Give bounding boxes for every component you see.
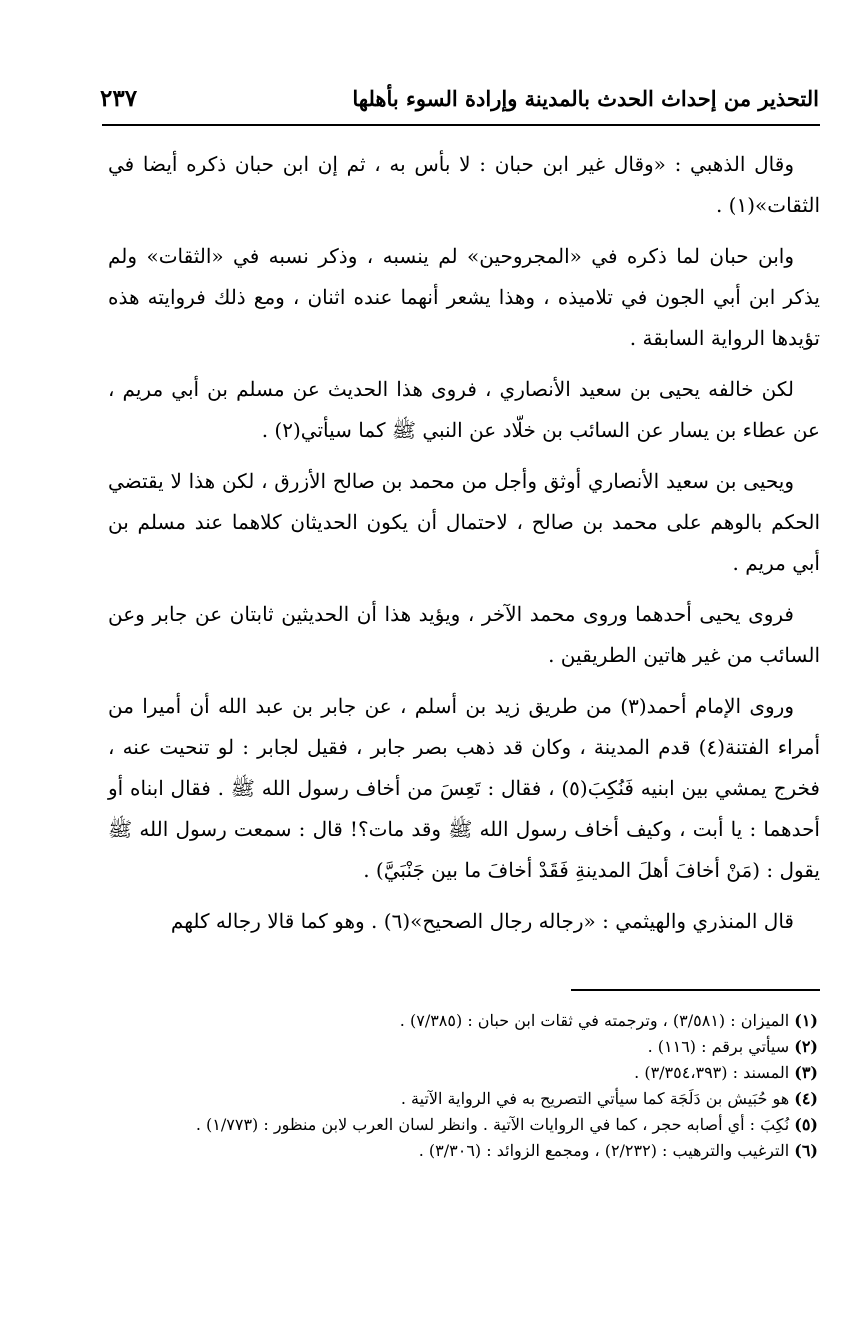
footnote-number: (٦) bbox=[794, 1141, 818, 1160]
footnote-text: الميزان : (٣/٥٨١) ، وترجمته في ثقات ابن حبان : (٧/٣٨٥) . bbox=[399, 1011, 790, 1030]
paragraph-4: ويحيى بن سعيد الأنصاري أوثق وأجل من محمد بن صالح الأزرق ، لكن هذا لا يقتضي الحكم بالوهم على محمد بن صالح ، لاحتمال أن يكون الحديثان كلاهما عند مسلم بن أبي مريم . bbox=[108, 469, 820, 575]
paragraph-1: وقال الذهبي : «وقال غير ابن حبان : لا بأس به ، ثم إن ابن حبان ذكره أيضا في الثقات»(١) . bbox=[108, 152, 820, 217]
paragraph-7: قال المنذري والهيثمي : «رجاله رجال الصحيح»(٦) . وهو كما قالا رجاله كلهم bbox=[170, 909, 794, 933]
footnote-1 bbox=[100, 1008, 818, 1034]
footnote-3 bbox=[100, 1060, 818, 1086]
main-text bbox=[108, 144, 820, 952]
running-header bbox=[100, 78, 819, 118]
footnote-text: نُكِبَ : أي أصابه حجر ، كما في الروايات الآتية . وانظر لسان العرب لابن منظور : (١/٧٧٣) . bbox=[195, 1115, 790, 1134]
footnote-text: هو حُبَيش بن دَلَجَة كما سيأتي التصريح به في الرواية الآتية . bbox=[400, 1089, 790, 1108]
footnote-number: (٤) bbox=[794, 1089, 818, 1108]
footnote-number: (٥) bbox=[794, 1115, 818, 1134]
footnote-text: المسند : (٣/٣٥٤،٣٩٣) . bbox=[634, 1063, 790, 1082]
paragraph-5: فروى يحيى أحدهما وروى محمد الآخر ، ويؤيد هذا أن الحديثين ثابتان عن جابر وعن السائب من غير هاتين الطريقين . bbox=[108, 602, 820, 667]
footnote-divider bbox=[571, 989, 820, 991]
paragraph-2: وابن حبان لما ذكره في «المجروحين» لم ينسبه ، وذكر نسبه في «الثقات» ولم يذكر ابن أبي الجون في تلاميذه ، وهذا يشعر أنهما عنده اثنان ، ومع ذلك فروايته هذه تؤيدها الرواية السابقة . bbox=[108, 244, 820, 350]
header-divider bbox=[102, 124, 820, 126]
paragraph-3: لكن خالفه يحيى بن سعيد الأنصاري ، فروى هذا الحديث عن مسلم بن أبي مريم ، عن عطاء بن يسار عن السائب بن خلّاد عن النبي ﷺ كما سيأتي(٢) . bbox=[108, 377, 820, 442]
footnote-text: الترغيب والترهيب : (٢/٢٣٢) ، ومجمع الزوائد : (٣/٣٠٦) . bbox=[418, 1141, 790, 1160]
footnote-number: (٢) bbox=[794, 1037, 818, 1056]
footnote-number: (١) bbox=[794, 1011, 818, 1030]
footnotes bbox=[100, 1008, 818, 1164]
footnote-6 bbox=[100, 1138, 818, 1164]
footnote-number: (٣) bbox=[794, 1063, 818, 1082]
header-title: التحذير من إحداث الحدث بالمدينة وإرادة السوء بأهلها bbox=[352, 85, 819, 111]
footnote-text: سيأتي برقم : (١١٦) . bbox=[647, 1037, 790, 1056]
page-number: ٢٣٧ bbox=[100, 84, 138, 112]
footnote-2 bbox=[100, 1034, 818, 1060]
footnote-4 bbox=[100, 1086, 818, 1112]
footnote-5 bbox=[100, 1112, 818, 1138]
paragraph-6: وروى الإمام أحمد(٣) من طريق زيد بن أسلم ، عن جابر بن عبد الله أن أميرا من أمراء الفتنة(٤) قدم المدينة ، وكان قد ذهب بصر جابر ، فقيل لجابر : لو تنحيت عنه ، فخرج يمشي بين ابنيه فَنُكِبَ(٥) ، فقال : تَعِسَ من أخاف رسول الله ﷺ . فقال ابناه أو أحدهما : يا أبت ، وكيف أخاف رسول الله ﷺ وقد مات؟! قال : سمعت رسول الله ﷺ يقول : (مَنْ أخافَ أهلَ المدينةِ فَقَدْ أخافَ ما بين جَنْبَيَّ) . bbox=[108, 694, 820, 882]
